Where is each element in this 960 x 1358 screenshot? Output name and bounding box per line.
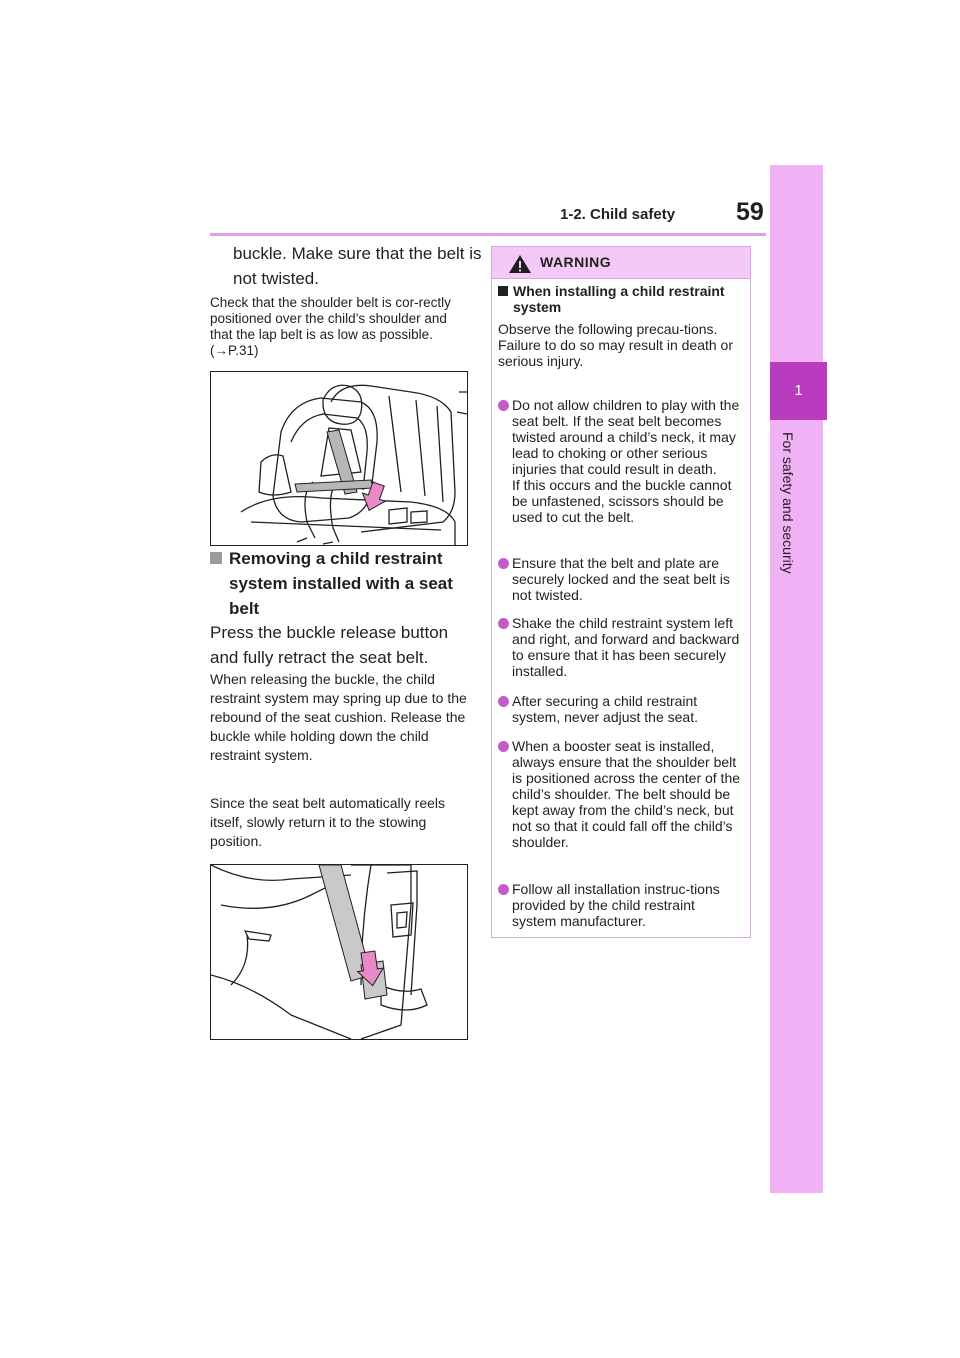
chapter-title: For safety and security xyxy=(780,432,796,574)
chapter-number: 1 xyxy=(770,362,827,420)
buckle-release-illustration xyxy=(210,864,468,1040)
warning-bullet: Ensure that the belt and plate are securely locked and the seat belt is not twisted. xyxy=(498,555,743,603)
retract-note: Since the seat belt automatically reels itself, slowly return it to the stowing position. xyxy=(210,795,446,849)
warning-header xyxy=(492,247,750,279)
warning-box xyxy=(491,246,751,938)
warning-bullet: When a booster seat is installed, always ensure that the shoulder belt is positioned across the center of the child’s shoulder. The belt should be kept away from the child’s neck, but not so that it could fall off the child’s shoulder. xyxy=(498,738,743,850)
release-note: When releasing the buckle, the child restraint system may spring up due to the rebound of the seat cushion. Release the buckle while holding down the child restraint system. xyxy=(210,671,467,763)
bullet-icon xyxy=(498,884,509,895)
lead-text: buckle. Make sure that the belt is not twisted. xyxy=(233,244,482,288)
warning-bullet: Shake the child restraint system left and right, and forward and backward to ensure that it has been securely installed. xyxy=(498,615,743,679)
check-note: Check that the shoulder belt is cor-rectly positioned over the child’s shoulder and that the lap belt is as low as possible. (→P.31) xyxy=(210,295,451,358)
bullet-icon xyxy=(498,618,509,629)
warning-bullet: After securing a child restraint system, never adjust the seat. xyxy=(498,693,743,725)
header-divider xyxy=(210,233,766,236)
section-title: 1-2. Child safety xyxy=(560,206,676,223)
bullet-icon xyxy=(498,400,509,411)
heading-square-icon xyxy=(210,552,222,564)
warning-bullet: Do not allow children to play with the seat belt. If the seat belt becomes twisted around a child’s neck, it may lead to choking or other serious injuries that could result in death. If this occurs and the buckle cannot be unfastened, scissors should be used to cut the belt. xyxy=(498,397,743,525)
page-number: 59 xyxy=(736,198,764,226)
chapter-tab xyxy=(770,165,823,1193)
bullet-icon xyxy=(498,696,509,707)
heading-square-icon xyxy=(498,286,508,296)
removing-heading: Removing a child restraint system installed with a seat belt xyxy=(210,546,470,621)
warning-subheading: When installing a child restraint system xyxy=(498,283,743,315)
warning-triangle-icon xyxy=(508,254,532,279)
bullet-icon xyxy=(498,741,509,752)
removing-instruction: Press the buckle release button and fully retract the seat belt. xyxy=(210,623,449,667)
bullet-icon xyxy=(498,558,509,569)
warning-title: WARNING xyxy=(540,254,612,270)
warning-intro: Observe the following precau-tions. Failure to do so may result in death or serious injury. xyxy=(498,321,734,369)
warning-bullet: Follow all installation instruc-tions provided by the child restraint system manufacturer. xyxy=(498,881,743,929)
child-seat-belt-illustration xyxy=(210,371,468,546)
